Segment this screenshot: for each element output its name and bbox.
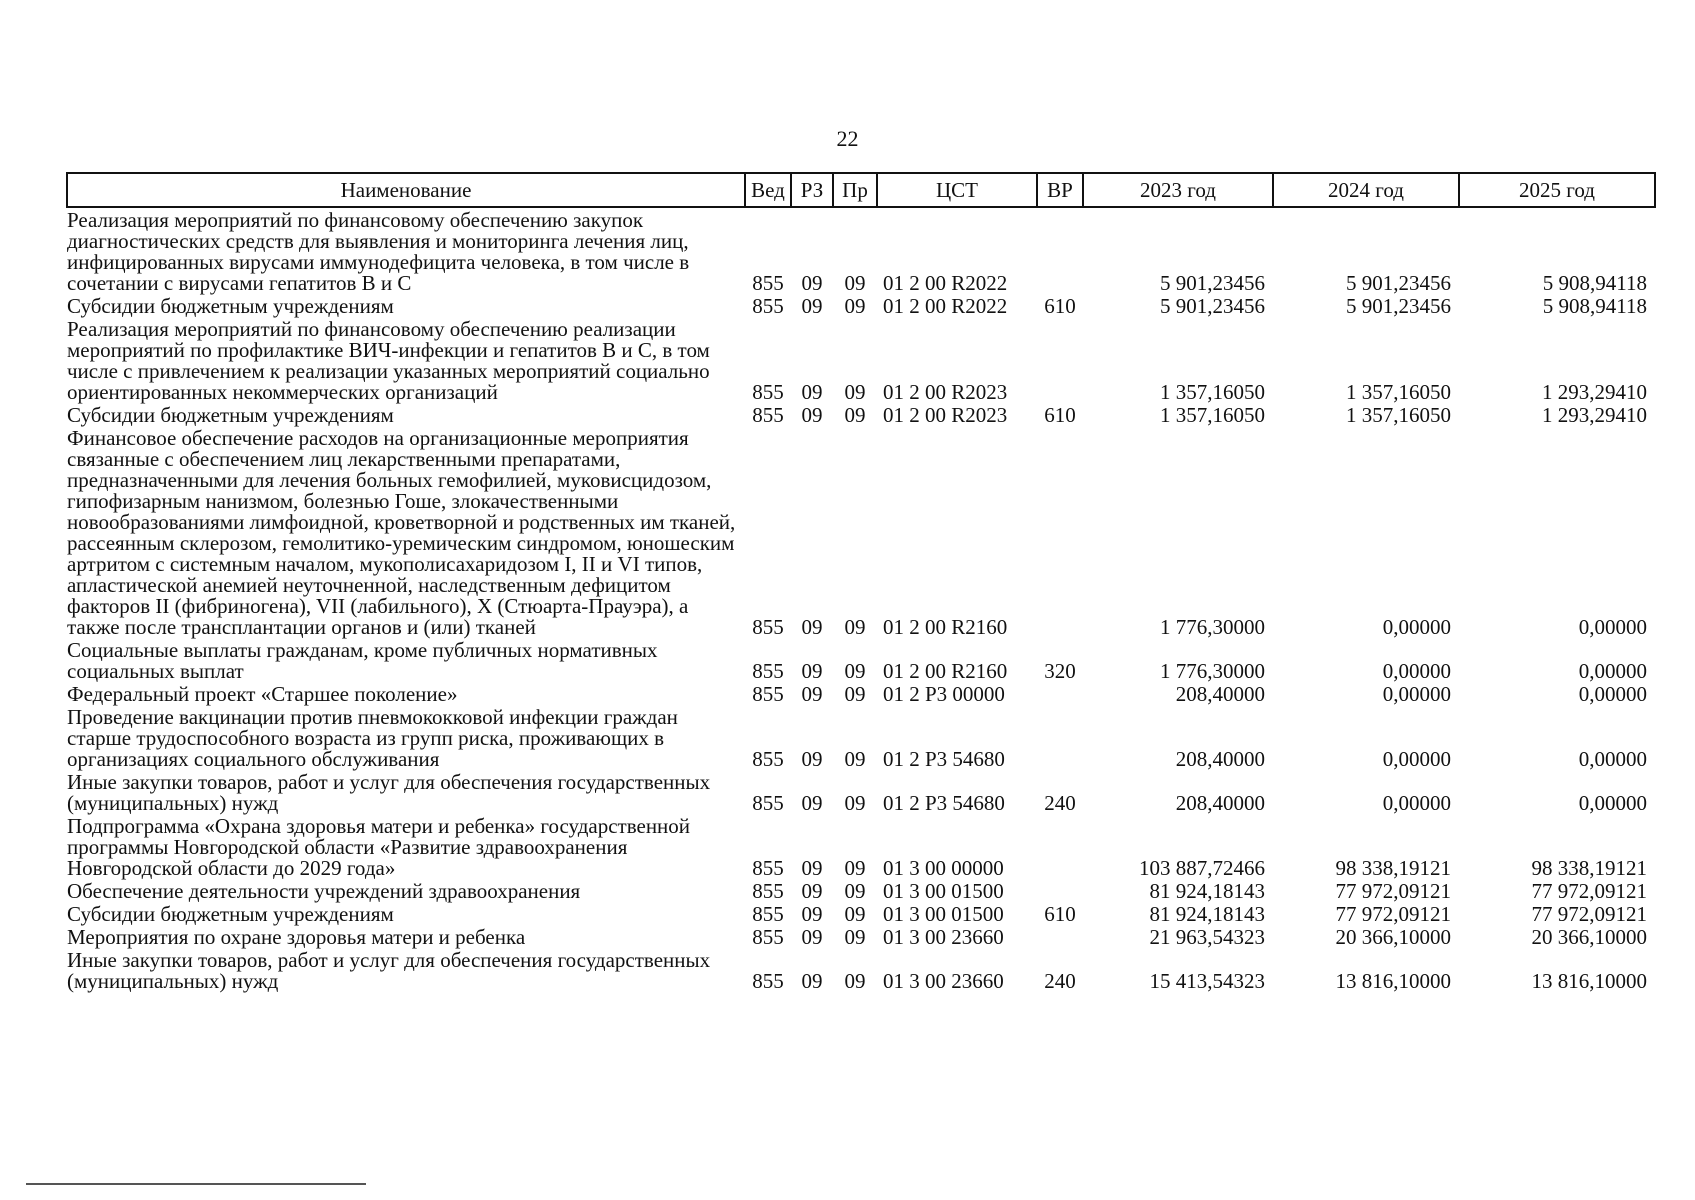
page-number: 22 [836,126,859,151]
row-name: Обеспечение деятельности учреждений здравоохранения [67,879,581,903]
row-rz: 09 [801,791,823,815]
row-2024: 0,00000 [1382,682,1451,706]
row-cst: 01 3 00 01500 [883,902,1004,926]
row-rz: 09 [801,294,823,318]
row-2023: 208,40000 [1175,747,1265,771]
table-row [67,317,1655,403]
row-cst: 01 3 00 00000 [883,856,1004,880]
row-2024: 77 972,09121 [1335,879,1451,903]
row-2024: 0,00000 [1382,747,1451,771]
row-cst: 01 2 00 R2160 [883,615,1008,639]
row-pr: 09 [844,294,866,318]
row-vr: 610 [1044,403,1076,427]
row-2023: 208,40000 [1175,791,1265,815]
table-row [67,403,1655,426]
row-cst: 01 2 P3 54680 [883,791,1005,815]
row-cst: 01 2 00 R2023 [883,403,1008,427]
row-vr [1037,682,1083,705]
row-pr: 09 [844,659,866,683]
row-2025: 77 972,09121 [1531,879,1647,903]
row-2024: 0,00000 [1382,615,1451,639]
row-ved: 855 [752,879,784,903]
row-vr [1037,207,1083,294]
row-2025: 1 293,29410 [1542,403,1647,427]
row-rz: 09 [801,969,823,993]
header-cst: ЦСТ [877,173,1037,207]
row-2025: 0,00000 [1578,747,1647,771]
row-2025: 0,00000 [1578,682,1647,706]
row-vr [1037,705,1083,770]
row-vr [1037,925,1083,948]
row-name: Иные закупки товаров, работ и услуг для обеспечения государственных (муниципальных) нужд [67,770,711,815]
row-rz: 09 [801,659,823,683]
row-vr: 610 [1044,902,1076,926]
row-ved: 855 [752,294,784,318]
row-cst: 01 2 P3 54680 [883,747,1005,771]
row-name: Финансовое обеспечение расходов на организационные мероприятия связанные с обеспечением лиц лекарственными препаратами, предназначенными для лечения больных гемофилией, муковисцидозом, гипофизарным нанизмом, болезнью Гоше, злокачественными новообразованиями лимфоидной, кроветворной и родственных им тканей, рассеянным склерозом, гемолитико-уремическим синдромом, юношеским артритом с системным началом, мукополисахаридозом I, II и VI типов, апластической анемией неуточненной, наследственным дефицитом факторов II (фибриногена), VII (лабильного), X (Стюарта-Прауэра), а также после трансплантации органов и (или) тканей [67,426,736,639]
row-ved: 855 [752,682,784,706]
row-cst: 01 2 P3 00000 [883,682,1005,706]
row-ved: 855 [752,791,784,815]
row-2023: 1 357,16050 [1160,403,1265,427]
row-pr: 09 [844,969,866,993]
header-rz: РЗ [791,173,833,207]
row-ved: 855 [752,659,784,683]
row-pr: 09 [844,615,866,639]
row-name: Иные закупки товаров, работ и услуг для обеспечения государственных (муниципальных) нужд [67,948,711,993]
row-2025: 1 293,29410 [1542,380,1647,404]
row-ved: 855 [752,856,784,880]
row-pr: 09 [844,403,866,427]
row-pr: 09 [844,902,866,926]
row-name: Субсидии бюджетным учреждениям [67,294,394,318]
table-row [67,207,1655,294]
row-2023: 21 963,54323 [1149,925,1265,949]
row-vr [1037,426,1083,638]
row-ved: 855 [752,902,784,926]
row-cst: 01 3 00 23660 [883,969,1004,993]
row-name: Проведение вакцинации против пневмококковой инфекции граждан старше трудоспособного возраста из групп риска, проживающих в организациях социального обслуживания [67,705,678,771]
row-name: Социальные выплаты гражданам, кроме публичных нормативных социальных выплат [67,638,658,683]
row-rz: 09 [801,925,823,949]
row-pr: 09 [844,380,866,404]
row-2025: 5 908,94118 [1542,271,1647,295]
row-vr: 240 [1044,969,1076,993]
row-2025: 13 816,10000 [1531,969,1647,993]
row-pr: 09 [844,682,866,706]
row-2024: 1 357,16050 [1346,380,1451,404]
row-rz: 09 [801,380,823,404]
header-2024: 2024 год [1273,173,1459,207]
row-2024: 20 366,10000 [1335,925,1451,949]
header-2025: 2025 год [1459,173,1655,207]
row-cst: 01 3 00 01500 [883,879,1004,903]
row-pr: 09 [844,856,866,880]
table-row [67,770,1655,814]
row-2025: 5 908,94118 [1542,294,1647,318]
header-2023: 2023 год [1083,173,1273,207]
row-ved: 855 [752,747,784,771]
row-2025: 20 366,10000 [1531,925,1647,949]
row-name: Реализация мероприятий по финансовому обеспечению закупок диагностических средств для выявления и мониторинга лечения лиц, инфицированных вирусами иммунодефицита человека, в том числе в сочетании с вирусами гепатитов В и С [67,208,690,295]
row-2024: 5 901,23456 [1346,271,1451,295]
table-row [67,294,1655,317]
row-cst: 01 2 00 R2022 [883,271,1008,295]
row-2023: 81 924,18143 [1149,879,1265,903]
row-vr: 240 [1044,791,1076,815]
row-2023: 208,40000 [1175,682,1265,706]
row-rz: 09 [801,856,823,880]
row-rz: 09 [801,682,823,706]
row-ved: 855 [752,969,784,993]
row-ved: 855 [752,271,784,295]
table-header-row [67,173,1655,207]
header-vr: ВР [1037,173,1083,207]
row-2024: 77 972,09121 [1335,902,1451,926]
row-2024: 5 901,23456 [1346,294,1451,318]
row-2024: 0,00000 [1382,791,1451,815]
table-row [67,902,1655,925]
row-2023: 5 901,23456 [1160,271,1265,295]
row-2023: 1 776,30000 [1160,615,1265,639]
row-2025: 0,00000 [1578,659,1647,683]
row-name: Подпрограмма «Охрана здоровья матери и ребенка» государственной программы Новгородской области «Развитие здравоохранения Новгородской области до 2029 года» [67,814,691,880]
header-ved: Вед [745,173,791,207]
row-2023: 1 357,16050 [1160,380,1265,404]
row-rz: 09 [801,879,823,903]
row-2024: 13 816,10000 [1335,969,1451,993]
row-vr: 610 [1044,294,1076,318]
table-row [67,814,1655,879]
row-vr: 320 [1044,659,1076,683]
row-cst: 01 2 00 R2023 [883,380,1008,404]
row-cst: 01 2 00 R2160 [883,659,1008,683]
row-ved: 855 [752,380,784,404]
header-name: Наименование [67,173,745,207]
row-rz: 09 [801,271,823,295]
table-row [67,879,1655,902]
row-rz: 09 [801,747,823,771]
row-2024: 1 357,16050 [1346,403,1451,427]
header-pr: Пр [833,173,877,207]
budget-table-container [66,172,1654,992]
row-name: Субсидии бюджетным учреждениям [67,403,394,427]
row-pr: 09 [844,879,866,903]
row-pr: 09 [844,925,866,949]
row-rz: 09 [801,403,823,427]
row-rz: 09 [801,615,823,639]
row-2025: 77 972,09121 [1531,902,1647,926]
row-2023: 81 924,18143 [1149,902,1265,926]
row-pr: 09 [844,747,866,771]
row-ved: 855 [752,403,784,427]
row-pr: 09 [844,271,866,295]
row-2023: 5 901,23456 [1160,294,1265,318]
row-2023: 103 887,72466 [1139,856,1265,880]
row-ved: 855 [752,615,784,639]
row-cst: 01 2 00 R2022 [883,294,1008,318]
row-2023: 15 413,54323 [1149,969,1265,993]
footer-rule [26,1183,366,1185]
row-cst: 01 3 00 23660 [883,925,1004,949]
row-2023: 1 776,30000 [1160,659,1265,683]
row-name: Субсидии бюджетным учреждениям [67,902,394,926]
row-ved: 855 [752,925,784,949]
row-2024: 98 338,19121 [1335,856,1451,880]
budget-table [66,172,1656,992]
table-row [67,426,1655,638]
row-name: Мероприятия по охране здоровья матери и ребенка [67,925,526,949]
row-name: Реализация мероприятий по финансовому обеспечению реализации мероприятий по профилактике ВИЧ-инфекции и гепатитов В и С, в том числе с привлечением к реализации указанных мероприятий социально ориентированных некоммерческих организаций [67,317,710,404]
row-vr [1037,879,1083,902]
row-pr: 09 [844,791,866,815]
row-2025: 98 338,19121 [1531,856,1647,880]
table-row [67,925,1655,948]
table-row [67,638,1655,682]
table-row [67,682,1655,705]
row-name: Федеральный проект «Старшее поколение» [67,682,458,706]
row-2025: 0,00000 [1578,791,1647,815]
row-vr [1037,317,1083,403]
row-vr [1037,814,1083,879]
row-2024: 0,00000 [1382,659,1451,683]
table-row [67,705,1655,770]
row-rz: 09 [801,902,823,926]
table-row [67,948,1655,992]
row-2025: 0,00000 [1578,615,1647,639]
